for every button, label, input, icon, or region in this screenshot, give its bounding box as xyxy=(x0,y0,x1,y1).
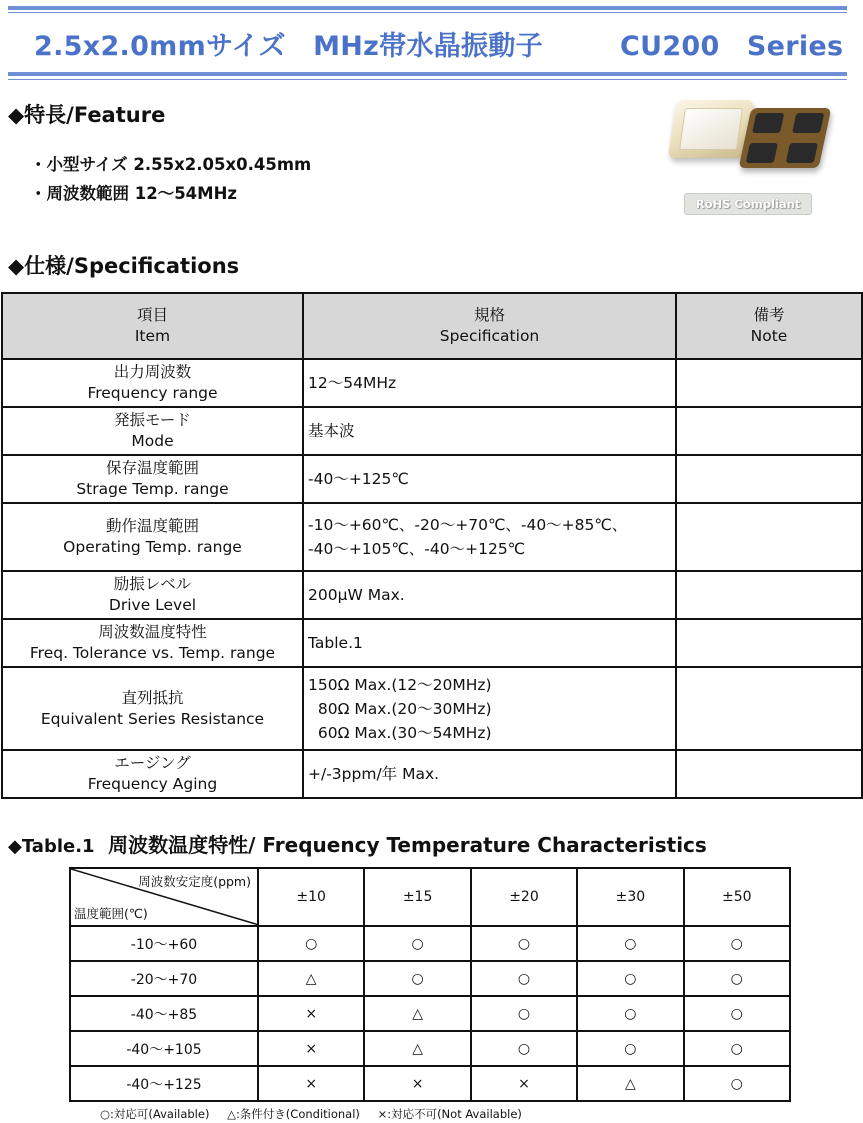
table-row xyxy=(70,1031,790,1066)
legend-available: ○:対応可(Available) xyxy=(100,1107,210,1121)
availability-cell: △ xyxy=(364,996,470,1031)
title-series: CU200 Series xyxy=(620,31,844,62)
availability-cell: ○ xyxy=(364,961,470,996)
availability-cell: ○ xyxy=(471,961,577,996)
spec-table xyxy=(1,292,863,799)
item-cell: 励振レベル Drive Level xyxy=(2,571,303,619)
table-row xyxy=(2,359,862,407)
spec-cell: Table.1 xyxy=(303,619,676,667)
note-cell xyxy=(676,455,862,503)
page-title xyxy=(0,24,863,64)
column-header: ±10 xyxy=(258,868,364,926)
spec-heading: ◆仕様/Specifications xyxy=(8,254,240,278)
item-cell: 保存温度範囲 Strage Temp. range xyxy=(2,455,303,503)
legend-conditional: △:条件付き(Conditional) xyxy=(227,1107,360,1121)
item-cell: 直列抵抗 Equivalent Series Resistance xyxy=(2,667,303,750)
availability-cell: × xyxy=(258,1031,364,1066)
corner-bottom-label: 温度範囲(℃) xyxy=(74,906,148,921)
corner-top-label: 周波数安定度(ppm) xyxy=(138,874,251,889)
range-cell: -20～+70 xyxy=(70,961,258,996)
item-cell: 発振モード Mode xyxy=(2,407,303,455)
header-item: 項目 Item xyxy=(2,293,303,359)
spec-cell: 12～54MHz xyxy=(303,359,676,407)
table-row xyxy=(2,750,862,798)
availability-cell: ○ xyxy=(577,961,683,996)
crystal-bottom-image xyxy=(739,108,832,168)
item-cell: 出力周波数 Frequency range xyxy=(2,359,303,407)
title-rule xyxy=(8,72,847,76)
spec-cell: 基本波 xyxy=(303,407,676,455)
note-cell xyxy=(676,667,862,750)
availability-cell: ○ xyxy=(684,1066,790,1101)
availability-cell: ○ xyxy=(684,926,790,961)
availability-cell: ○ xyxy=(471,996,577,1031)
item-cell: 動作温度範囲 Operating Temp. range xyxy=(2,503,303,571)
availability-cell: ○ xyxy=(577,996,683,1031)
note-cell xyxy=(676,750,862,798)
table-row xyxy=(70,1066,790,1101)
table1-heading-prefix: ◆Table.1 xyxy=(8,836,95,857)
item-cell: 周波数温度特性 Freq. Tolerance vs. Temp. range xyxy=(2,619,303,667)
availability-cell: △ xyxy=(364,1031,470,1066)
availability-cell: ○ xyxy=(684,961,790,996)
item-cell: エージング Frequency Aging xyxy=(2,750,303,798)
spec-cell: 200μW Max. xyxy=(303,571,676,619)
note-cell xyxy=(676,619,862,667)
note-cell xyxy=(676,503,862,571)
column-header: ±50 xyxy=(684,868,790,926)
title-rule-thin xyxy=(8,79,847,80)
spec-header-row xyxy=(2,293,862,359)
availability-cell: × xyxy=(258,1066,364,1101)
spec-cell: +/-3ppm/年 Max. xyxy=(303,750,676,798)
table1-legend xyxy=(100,1106,522,1122)
column-header: ±30 xyxy=(577,868,683,926)
table-row xyxy=(2,667,862,750)
availability-cell: ○ xyxy=(471,926,577,961)
temperature-header-row xyxy=(70,868,790,926)
column-header: ±15 xyxy=(364,868,470,926)
feature-heading: ◆特長/Feature xyxy=(8,103,166,127)
table1-heading xyxy=(8,829,707,858)
availability-cell: ○ xyxy=(471,1031,577,1066)
availability-cell: ○ xyxy=(684,996,790,1031)
table-row xyxy=(2,503,862,571)
table1-heading-text: 周波数温度特性/ Frequency Temperature Characteristics xyxy=(108,833,707,857)
table-row xyxy=(70,996,790,1031)
range-cell: -40～+105 xyxy=(70,1031,258,1066)
availability-cell: × xyxy=(258,996,364,1031)
availability-cell: △ xyxy=(577,1066,683,1101)
availability-cell: ○ xyxy=(684,1031,790,1066)
table-row xyxy=(70,926,790,961)
feature-item-frequency: ・周波数範囲 12～54MHz xyxy=(30,184,237,203)
range-cell: -40～+85 xyxy=(70,996,258,1031)
legend-not-available: ×:対応不可(Not Available) xyxy=(377,1107,522,1121)
top-rule-thin xyxy=(8,12,847,13)
note-cell xyxy=(676,359,862,407)
crystal-top-image xyxy=(668,100,754,158)
top-rule xyxy=(8,6,847,10)
spec-cell: 150Ω Max.(12～20MHz) 80Ω Max.(20～30MHz) 60Ω Max.(30～54MHz) xyxy=(303,667,676,750)
title-main: 2.5x2.0mmサイズ MHz帯水晶振動子 xyxy=(34,31,543,62)
table-row xyxy=(2,455,862,503)
availability-cell: △ xyxy=(258,961,364,996)
note-cell xyxy=(676,571,862,619)
availability-cell: × xyxy=(471,1066,577,1101)
header-specification: 規格 Specification xyxy=(303,293,676,359)
header-note: 備考 Note xyxy=(676,293,862,359)
corner-cell xyxy=(70,868,258,926)
availability-cell: ○ xyxy=(577,1031,683,1066)
range-cell: -40～+125 xyxy=(70,1066,258,1101)
table-row xyxy=(70,961,790,996)
availability-cell: ○ xyxy=(258,926,364,961)
spec-cell: -40～+125℃ xyxy=(303,455,676,503)
range-cell: -10～+60 xyxy=(70,926,258,961)
temperature-table xyxy=(69,867,791,1102)
availability-cell: ○ xyxy=(364,926,470,961)
availability-cell: × xyxy=(364,1066,470,1101)
table-row xyxy=(2,619,862,667)
table-row xyxy=(2,407,862,455)
note-cell xyxy=(676,407,862,455)
table-row xyxy=(2,571,862,619)
rohs-badge: RoHS Compliant xyxy=(684,193,812,215)
feature-item-size: ・小型サイズ 2.55x2.05x0.45mm xyxy=(30,155,312,174)
availability-cell: ○ xyxy=(577,926,683,961)
spec-cell: -10～+60℃、-20～+70℃、-40～+85℃、 -40～+105℃、-40～+125℃ xyxy=(303,503,676,571)
column-header: ±20 xyxy=(471,868,577,926)
